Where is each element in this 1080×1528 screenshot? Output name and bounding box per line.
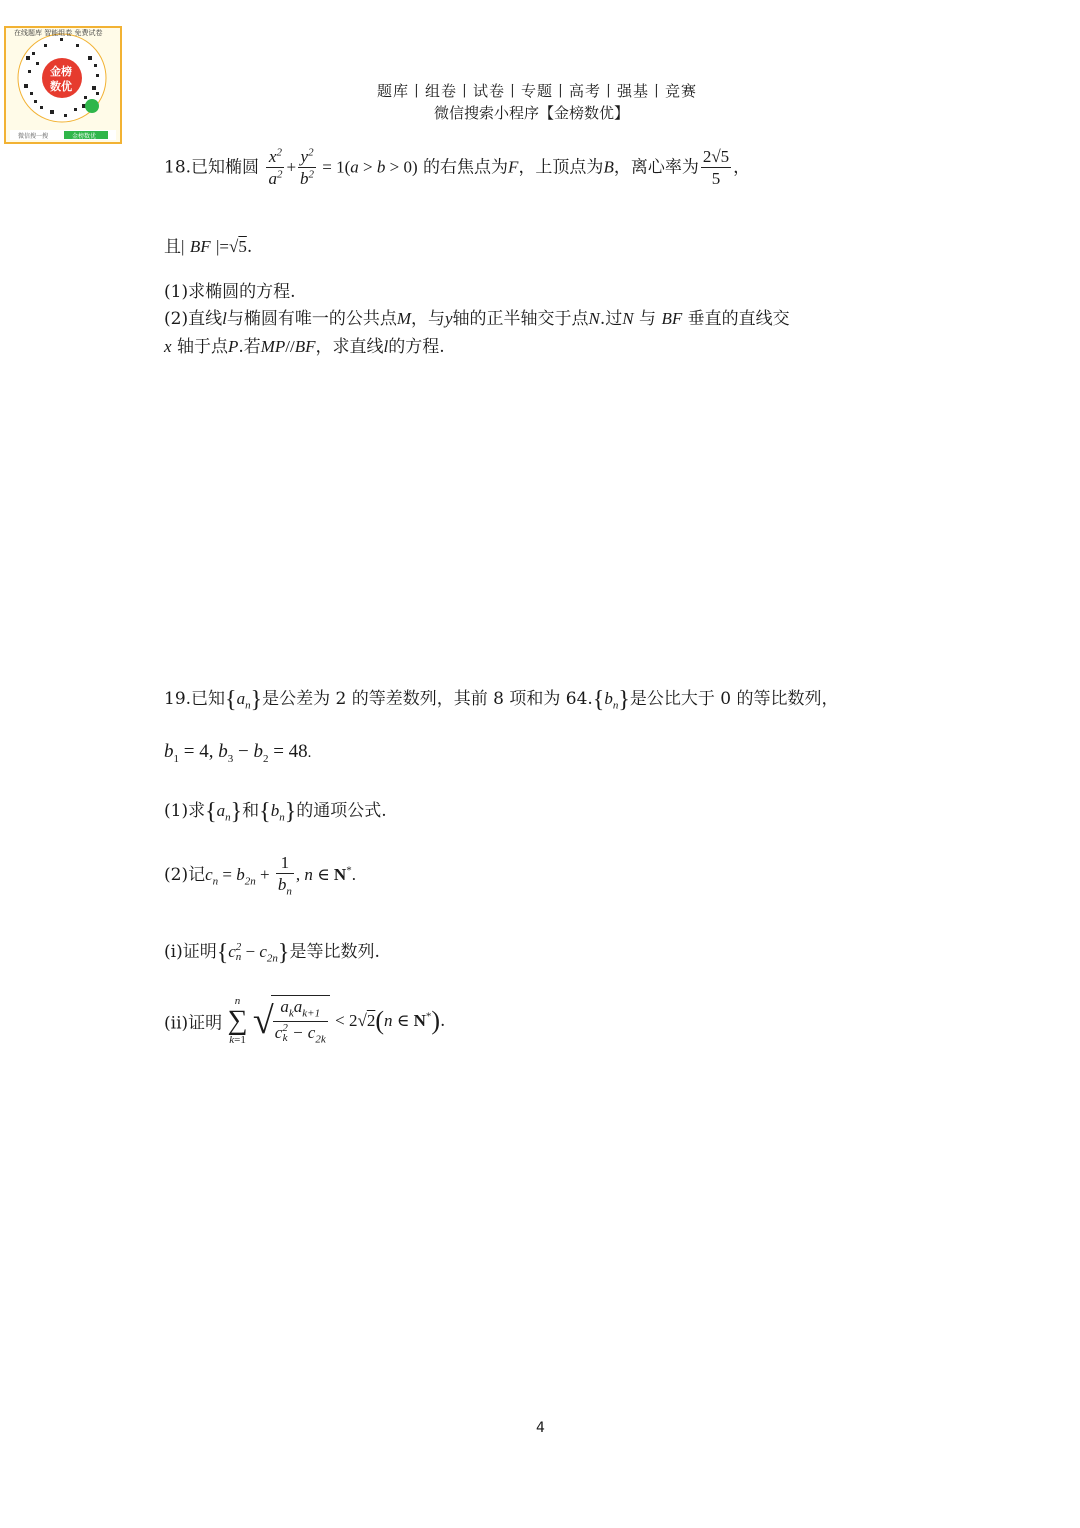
q18-line1: 18.已知椭圆 $\frac{x^2}{a^2}$ + $\frac{y^2}{b^2}$ = 1(a > b > 0) 的右焦点为F，上顶点为B，离心率为 $\frac{2√5}{5}$ ， [164, 146, 751, 189]
segment-BF: BF [294, 337, 316, 356]
focus-F: F [508, 157, 519, 177]
q18-part2 [164, 304, 790, 329]
segment-BF: BF [661, 309, 683, 328]
q19-part2-i: (i)证明{c 2 n − $c_{2n}$}是等比数列. [164, 940, 380, 966]
parallel-symbol: // [285, 337, 295, 356]
q19-text: (i)证明 [164, 942, 217, 962]
logo-footer-left: 微信搜一搜 [18, 133, 49, 140]
period: . [246, 237, 253, 257]
line-l: l [383, 337, 389, 356]
q19-part2: (2)记$c_n = b_{2n}$ + $\frac{1}{b_n}$ , n ∈ N*. [164, 853, 356, 898]
q19-line1: 19.已知$\{a_n\}$是公差为 2 的等差数列，其前 8 项和为 $64.\{b_n\}$是公比大于 0 的等比数列， [164, 687, 839, 713]
q19-text: 是公差为 2 的等差数列，其前 8 项和为 64. [262, 689, 593, 709]
q18-text: .若 [238, 337, 261, 357]
header-nav: 题库丨组卷丨试卷丨专题丨高考丨强基丨竞赛 [377, 82, 698, 100]
q19-text: 是等比数列. [289, 942, 380, 962]
q19-text: 是公比大于 0 的等比数列， [629, 689, 839, 709]
header-subtitle: 微信搜索小程序【金榜数优】 [434, 104, 630, 122]
q18-text: ，求直线 [315, 337, 384, 357]
q19-text: (ii)证明 [164, 1013, 223, 1034]
line-l: l [222, 309, 227, 328]
ellipse-equation-rhs: = 1(a > b > 0) [318, 157, 418, 177]
q19-conditions: $b_1 = 4$, $b_3 - b_2 = 48$. [164, 741, 312, 765]
q18-text: 与椭圆有唯一的公共点 [226, 309, 397, 329]
q18-text: .过 [599, 309, 623, 329]
q19-text: 已知 [191, 689, 226, 709]
reciprocal-bn: $\frac{1}{b_n}$ [277, 853, 292, 898]
q18-text: 轴于点 [176, 337, 228, 357]
abs-bar: | [181, 237, 185, 256]
q18-line2 [164, 232, 252, 257]
q18-text: ，与 [411, 309, 445, 329]
axis-y: y [445, 309, 453, 328]
q19-part1: (1)求$\{a_n\}$和$\{b_n\}$的通项公式. [164, 799, 387, 825]
radicand: $a_ka_{k+1}$ c 2 k − $c_{2k}$ [271, 995, 330, 1047]
point-N: N [588, 309, 600, 328]
abs-bar-eq: |= [216, 237, 229, 256]
q18-text: ，上顶点为 [518, 157, 604, 178]
q18-text: (2)直线 [164, 309, 223, 329]
q19-text: 的通项公式. [296, 801, 387, 821]
logo-ring-text: 在线题库 智能组卷 免费试卷 [14, 29, 103, 37]
ellipse-term-y: $\frac{y^2}{b^2}$ [300, 146, 315, 189]
point-P: P [227, 337, 239, 356]
qr-code-logo [4, 26, 122, 144]
summation: n ∑ k=1 [227, 995, 248, 1047]
logo-center-text: 金榜 [50, 65, 72, 78]
vertex-B: B [603, 157, 614, 177]
axis-x: x [164, 337, 172, 356]
q19-text: (2)记 [164, 865, 206, 886]
sqrt-five: √5 [229, 237, 247, 256]
q18-number: 18. [164, 157, 192, 178]
q18-text: 垂直的直线交 [687, 309, 790, 329]
ellipse-term-x: $\frac{x^2}{a^2}$ [268, 146, 283, 189]
segment-MP: MP [260, 337, 286, 356]
point-M: M [396, 309, 411, 328]
q18-part1: (1)求椭圆的方程. [164, 282, 296, 302]
q18-text: 已知椭圆 [191, 157, 260, 178]
q18-text: 与 [639, 309, 657, 329]
q19-part2-ii: (ii)证明 n ∑ k=1 √ $a_ka_{k+1}$ c 2 k − $c_{2k}$ < 2√2(n ∈ N*). [164, 995, 446, 1047]
q19-number: 19. [164, 689, 192, 709]
q18-text: 轴的正半轴交于点 [452, 309, 589, 329]
eccentricity: $\frac{2√5}{5}$ [702, 147, 730, 189]
page-number: 4 [536, 1420, 545, 1436]
q18-part2-cont [164, 332, 445, 357]
q18-text: 的方程. [388, 337, 445, 357]
q18-text: ， [733, 157, 751, 178]
logo-footer-right: 金榜数优 [72, 133, 97, 140]
q19-text: (1)求 [164, 801, 206, 821]
q18-text: 且 [164, 237, 181, 257]
point-N: N [622, 309, 634, 328]
q19-text: 和 [242, 801, 260, 821]
q18-text: 的右焦点为 [423, 157, 509, 178]
logo-center-text-2: 数优 [50, 80, 72, 93]
segment-BF: BF [189, 237, 211, 256]
q18-text: ，离心率为 [613, 157, 699, 178]
